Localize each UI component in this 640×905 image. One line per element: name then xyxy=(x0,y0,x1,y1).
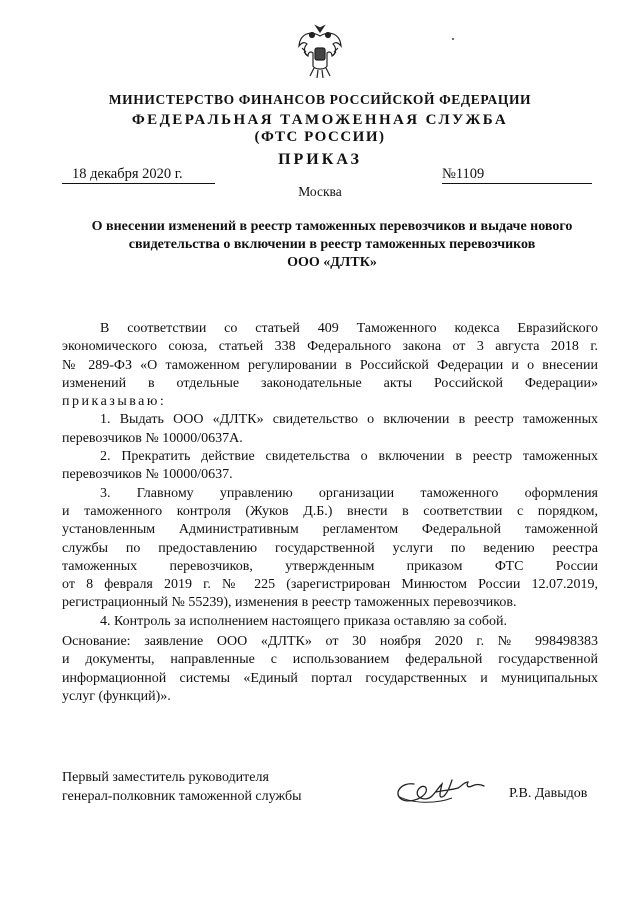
order-title xyxy=(62,218,602,272)
order-basis xyxy=(62,633,598,706)
title-line: О внесении изменений в реестр таможенных перевозчиков и выдаче нового xyxy=(91,219,573,234)
item-3-line: таможенных перевозчиков, утвержденным приказом ФТС России xyxy=(62,558,598,574)
item-3-line: регистрационный № 55239), изменения в реестр таможенных перевозчиков. xyxy=(62,595,517,611)
preamble-line: № 289-ФЗ «О таможенном регулировании в Российской Федерации и о внесении xyxy=(62,357,598,373)
order-word: приказываю: xyxy=(62,394,167,410)
service-name: ФЕДЕРАЛЬНАЯ ТАМОЖЕННАЯ СЛУЖБА xyxy=(131,112,509,128)
preamble-line: экономического союза, статьей 338 Федерального закона от 3 августа 2018 г. xyxy=(62,339,598,355)
basis-line: услуг (функций)». xyxy=(62,688,171,704)
basis-line: информационной системы «Единый портал государственных и муниципальных xyxy=(62,670,598,686)
signatory-name: Р.В. Давыдов xyxy=(509,786,588,801)
order-city: Москва xyxy=(298,184,342,199)
service-short-name: (ФТС РОССИИ) xyxy=(254,129,386,145)
item-2-line: перевозчиков № 10000/0637. xyxy=(62,467,233,483)
signatory-position xyxy=(62,768,301,806)
item-3-line: службы по предоставлению государственной услуги по ведению реестра xyxy=(62,540,598,556)
handwritten-signature-icon xyxy=(392,770,512,810)
title-line: ООО «ДЛТК» xyxy=(287,255,377,270)
double-headed-eagle-emblem-icon xyxy=(296,22,344,80)
order-date: 18 декабря 2020 г. xyxy=(62,165,215,184)
preamble-line: изменений в отдельные законодательные акты Российской Федерации» xyxy=(62,375,598,391)
title-line: свидетельства о включении в реестр таможенных перевозчиков xyxy=(128,237,536,252)
item-3-line: 3. Главному управлению организации таможенного оформления xyxy=(100,485,598,501)
ministry-name: МИНИСТЕРСТВО ФИНАНСОВ РОССИЙСКОЙ ФЕДЕРАЦИИ xyxy=(108,92,532,107)
item-3-line: и таможенного контроля (Жуков Д.Б.) внести в соответствии с порядком, xyxy=(62,503,598,519)
item-3-line: от 8 февраля 2019 г. № 225 (зарегистрирован Минюстом России 12.07.2019, xyxy=(62,577,598,593)
document-type: ПРИКАЗ xyxy=(278,151,362,168)
item-2-line: 2. Прекратить действие свидетельства о включении в реестр таможенных xyxy=(100,449,598,465)
order-number: №1109 xyxy=(442,165,592,184)
preamble-line: В соответствии со статьей 409 Таможенного кодекса Евразийского xyxy=(100,321,598,336)
basis-line: Основание: заявление ООО «ДЛТК» от 30 ноября 2020 г. № 998498383 xyxy=(62,634,598,649)
item-1-line: перевозчиков № 10000/0637А. xyxy=(62,430,243,446)
speck-mark xyxy=(452,38,454,40)
position-line: Первый заместитель руководителя xyxy=(62,770,269,785)
position-line: генерал-полковник таможенной службы xyxy=(62,789,302,804)
order-body xyxy=(62,320,598,631)
basis-line: и документы, направленные с использованием федеральной государственной xyxy=(62,652,598,668)
item-4-line: 4. Контроль за исполнением настоящего приказа оставляю за собой. xyxy=(100,613,508,629)
item-1-line: 1. Выдать ООО «ДЛТК» свидетельство о включении в реестр таможенных xyxy=(100,412,598,428)
item-3-line: установленным Административным регламентом Федеральной таможенной xyxy=(62,522,598,538)
